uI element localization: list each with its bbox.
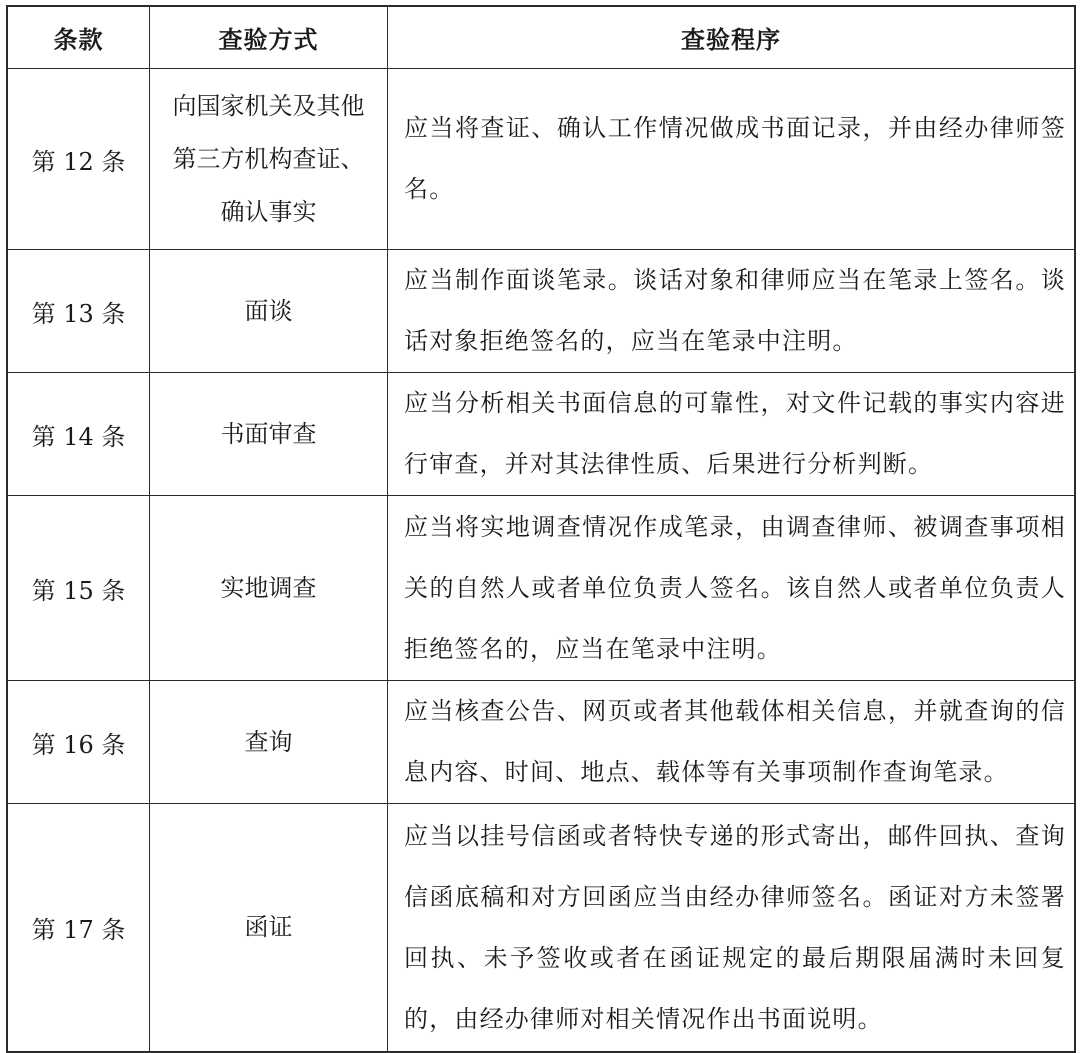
clause-cell: 第 15 条: [8, 496, 150, 681]
table-row: [8, 681, 1075, 804]
procedure-cell: 应当分析相关书面信息的可靠性，对文件记载的事实内容进行审查，并对其法律性质、后果进行分析判断。: [388, 373, 1075, 496]
method-line: 第三方机构查证、: [172, 144, 365, 173]
procedure-cell: 应当制作面谈笔录。谈话对象和律师应当在笔录上签名。谈话对象拒绝签名的，应当在笔录中注明。: [388, 250, 1075, 373]
method-cell: [150, 681, 388, 804]
table-row: [8, 496, 1075, 681]
method-cell: [150, 804, 388, 1052]
method-line: 确认事实: [220, 197, 317, 226]
table-row: [8, 373, 1075, 496]
table-header: [8, 7, 1075, 69]
method-line: 书面审查: [220, 419, 317, 448]
method-line: 向国家机关及其他: [172, 91, 365, 120]
verification-table: [7, 6, 1075, 1052]
clause-cell: 第 14 条: [8, 373, 150, 496]
header-clause: 条款: [8, 7, 150, 69]
clause-cell: 第 16 条: [8, 681, 150, 804]
procedure-cell: 应当将查证、确认工作情况做成书面记录，并由经办律师签名。: [388, 69, 1075, 250]
clause-cell: 第 13 条: [8, 250, 150, 373]
procedure-cell: 应当将实地调查情况作成笔录，由调查律师、被调查事项相关的自然人或者单位负责人签名。该自然人或者单位负责人拒绝签名的，应当在笔录中注明。: [388, 496, 1075, 681]
procedure-cell: 应当核查公告、网页或者其他载体相关信息，并就查询的信息内容、时间、地点、载体等有关事项制作查询笔录。: [388, 681, 1075, 804]
procedure-cell: 应当以挂号信函或者特快专递的形式寄出，邮件回执、查询信函底稿和对方回函应当由经办律师签名。函证对方未签署回执、未予签收或者在函证规定的最后期限届满时未回复的，由经办律师对相关情况作出书面说明。: [388, 804, 1075, 1052]
clause-cell: 第 17 条: [8, 804, 150, 1052]
table-body: [8, 69, 1075, 1052]
method-cell: [150, 250, 388, 373]
method-line: 面谈: [244, 296, 293, 325]
header-procedure: 查验程序: [388, 7, 1075, 69]
method-line: 函证: [244, 913, 293, 941]
table-row: [8, 804, 1075, 1052]
clause-cell: 第 12 条: [8, 69, 150, 250]
table-row: [8, 250, 1075, 373]
table-row: [8, 69, 1075, 250]
method-cell: [150, 69, 388, 250]
method-cell: [150, 496, 388, 681]
header-row: [8, 7, 1075, 69]
header-method: 查验方式: [150, 7, 388, 69]
method-line: 查询: [244, 727, 293, 756]
method-cell: [150, 373, 388, 496]
method-line: 实地调查: [220, 573, 317, 602]
